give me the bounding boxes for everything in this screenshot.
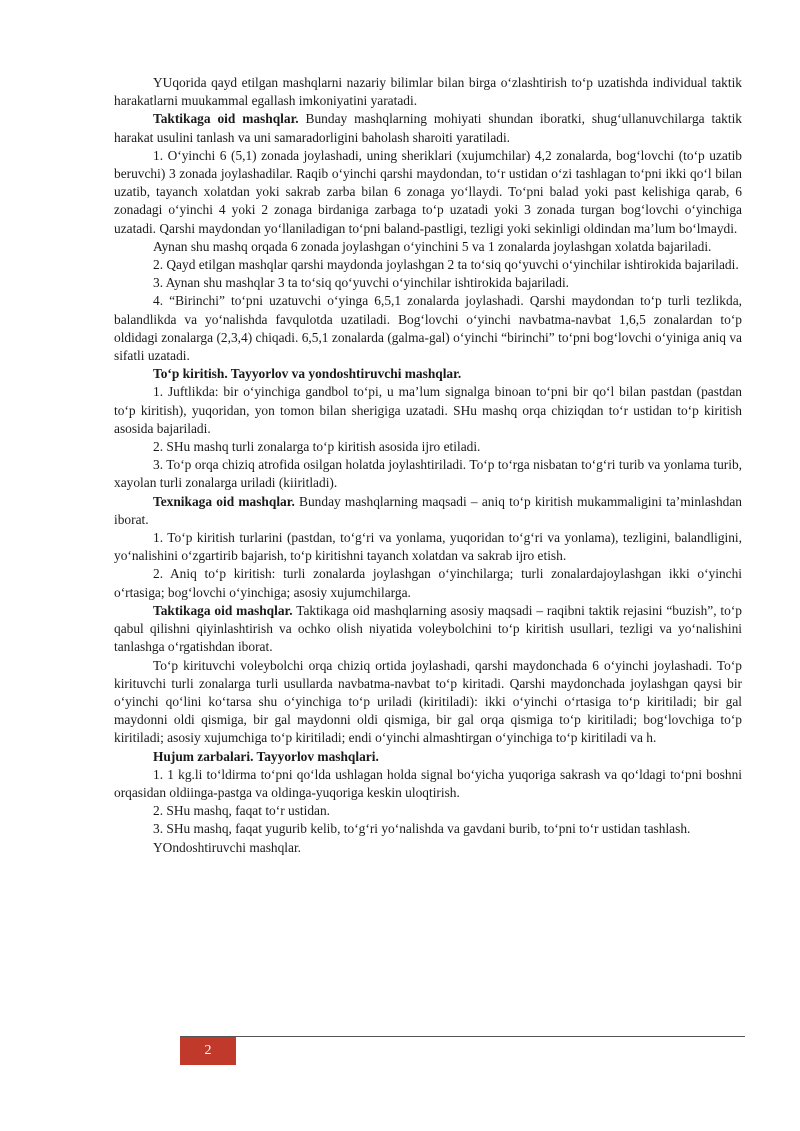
section-heading: Hujum zarbalari. Tayyorlov mashqlari. [153, 748, 379, 764]
paragraph: 1. Oʻyinchi 6 (5,1) zonada joylashadi, uning sheriklari (xujumchilar) 4,2 zonalarda, bogʻlovchi (toʻp uzatib beruvchi) 3 zonada joylashadilar. Raqib oʻyinchi qarshi maydondan, toʻr ustidan oʻzi tashlagan toʻpni ikki qoʻl bilan uzatib, tayanch xolatdan yoki sakrab zarba bilan 6 zonaga yoʻllaydi. Toʻpni balad yoki past kelishiga qarab, 6 zonadagi oʻyinchi 4 yoki 2 zonaga birdaniga zarbaga toʻp uzatadi yoki 3 zonada turgan bogʻlovchi oʻyinchiga uzatadi. Qarshi maydondan yoʻllaniladigan toʻpni baland-pastligi, tezligi yoki sekinligi oldindan maʼlum boʻlmaydi. [114, 147, 742, 236]
paragraph: 3. Toʻp orqa chiziq atrofida osilgan holatda joylashtiriladi. Toʻp toʻrga nisbatan toʻgʻri turib va yonlama turib, xayolan turli zonalarga uriladi (kiiritladi). [114, 457, 742, 491]
paragraph: Toʻp kirituvchi voleybolchi orqa chiziq ortida joylashadi, qarshi maydonchada 6 oʻyinchi joylashadi. Toʻp kirituvchi turli zonalarga turli usullarda navbatma-navbat toʻp kiritadi. Qarshi maydonchada joylashgan qaysi bir oʻyinchi qoʻlini koʻtarsa shu oʻyinchiga toʻp uriladi (kiritiladi): ikki oʻyinchi oʻrtasiga toʻp kiritiladi; bir gal maydonni oldi qismiga, bir gal maydonni oldi qismiga, bir gal orqa qismiga toʻp kiritiladi; bogʻlovchiga toʻp kiritiladi; asosiy xujumchiga toʻp kiritiladi; endi oʻyinchi almashtirgan oʻyinchiga toʻp kiritiladi va h. [114, 657, 742, 746]
paragraph: Texnikaga oid mashqlar. Bunday mashqlarning maqsadi – aniq toʻp kiritish mukammaligini taʼminlashdan iborat. [114, 493, 743, 527]
paragraph: 1. 1 kg.li toʻldirma toʻpni qoʻlda ushlagan holda signal boʻyicha yuqoriga sakrash va qoʻldagi toʻpni boshni orqasidan oldiinga-pastga va oldinga-yuqoriga keskin uloqtirish. [114, 766, 742, 800]
document-body [114, 74, 742, 857]
section-heading: Toʻp kiritish. Tayyorlov va yondoshtiruvchi mashqlar. [153, 366, 462, 382]
page-number: 2 [204, 1043, 212, 1058]
paragraph: YOndoshtiruvchi mashqlar. [153, 839, 302, 855]
paragraph: Taktikaga oid mashqlar. Bunday mashqlarning mohiyati shundan iboratki, shugʻullanuvchilarga taktik harakat usulini tanlash va uni samaradorligini baholash sharoiti yaratiladi. [114, 111, 743, 145]
paragraph: 2. Qayd etilgan mashqlar qarshi maydonda joylashgan 2 ta toʻsiq qoʻyuvchi oʻyinchilar ishtirokida bajariladi. [153, 257, 739, 273]
paragraph: Aynan shu mashq orqada 6 zonada joylashgan oʻyinchini 5 va 1 zonalarda joylashgan xolatda bajariladi. [153, 238, 712, 254]
paragraph: 4. “Birinchi” toʻpni uzatuvchi oʻyinga 6,5,1 zonalarda joylashadi. Qarshi maydondan toʻp turli tezlikda, balandlikda va yoʻnalishda favqulotda uzatiladi. Bogʻlovchi oʻyinchi navbatma-navbat 1,6,5 zonalardan toʻp oldidagi zonalarga (2,3,4) chiqadi. 6,5,1 zonalarda (galma-gal) oʻyinchi “birinchi” toʻpni bogʻlovchi oʻyiniga aniq va sifatli uzatadi. [114, 293, 742, 364]
paragraph: 3. SHu mashq, faqat yugurib kelib, toʻgʻri yoʻnalishda va gavdani burib, toʻpni toʻr ustidan tashlash. [153, 821, 691, 837]
page-number-badge [180, 1037, 236, 1065]
paragraph: Taktikaga oid mashqlar. Taktikaga oid mashqlarning asosiy maqsadi – raqibni taktik rejasini “buzish”, toʻp qabul qilishni qiyinlashtirish va ochko olish niyatida voleybolchini toʻp kiritish usullari, tezligi va yoʻnalishini tanlashga oʻrgatishdan iborat. [114, 602, 742, 655]
paragraph: YUqorida qayd etilgan mashqlarni nazariy bilimlar bilan birga oʻzlashtirish toʻp uzatishda individual taktik harakatlarni muukammal egallash imkoniyatini yaratadi. [114, 75, 742, 109]
paragraph: 1. Toʻp kiritish turlarini (pastdan, toʻgʻri va yonlama, yuqoridan toʻgʻri va yonlama), tezligini, balandligini, yoʻnalishini oʻzgartirib bajarish, toʻp kiritishni tayanch xolatdan va sakrab ijro etish. [114, 530, 742, 564]
paragraph: 2. SHu mashq turli zonalarga toʻp kiritish asosida ijro etiladi. [153, 439, 481, 455]
paragraph: 2. Aniq toʻp kiritish: turli zonalarda joylashgan oʻyinchilarga; turli zonalardajoylashgan ikki oʻyinchi oʻrtasiga; bogʻlovchi oʻyinchiga; asosiy xujumchilarga. [114, 566, 742, 600]
paragraph: 3. Aynan shu mashqlar 3 ta toʻsiq qoʻyuvchi oʻyinchilar ishtirokida bajariladi. [153, 275, 570, 291]
footer-divider [180, 1036, 745, 1037]
paragraph: 2. SHu mashq, faqat toʻr ustidan. [153, 803, 331, 819]
paragraph: 1. Juftlikda: bir oʻyinchiga gandbol toʻpi, u maʼlum signalga binoan toʻpni bir qoʻl bilan pastdan (pastdan toʻp kiritish), yuqoridan, yon tomon bilan sherigiga uzatadi. SHu mashq orqa chiziqdan toʻr ustidan toʻp kiritish asosida bajariladi. [114, 384, 742, 436]
